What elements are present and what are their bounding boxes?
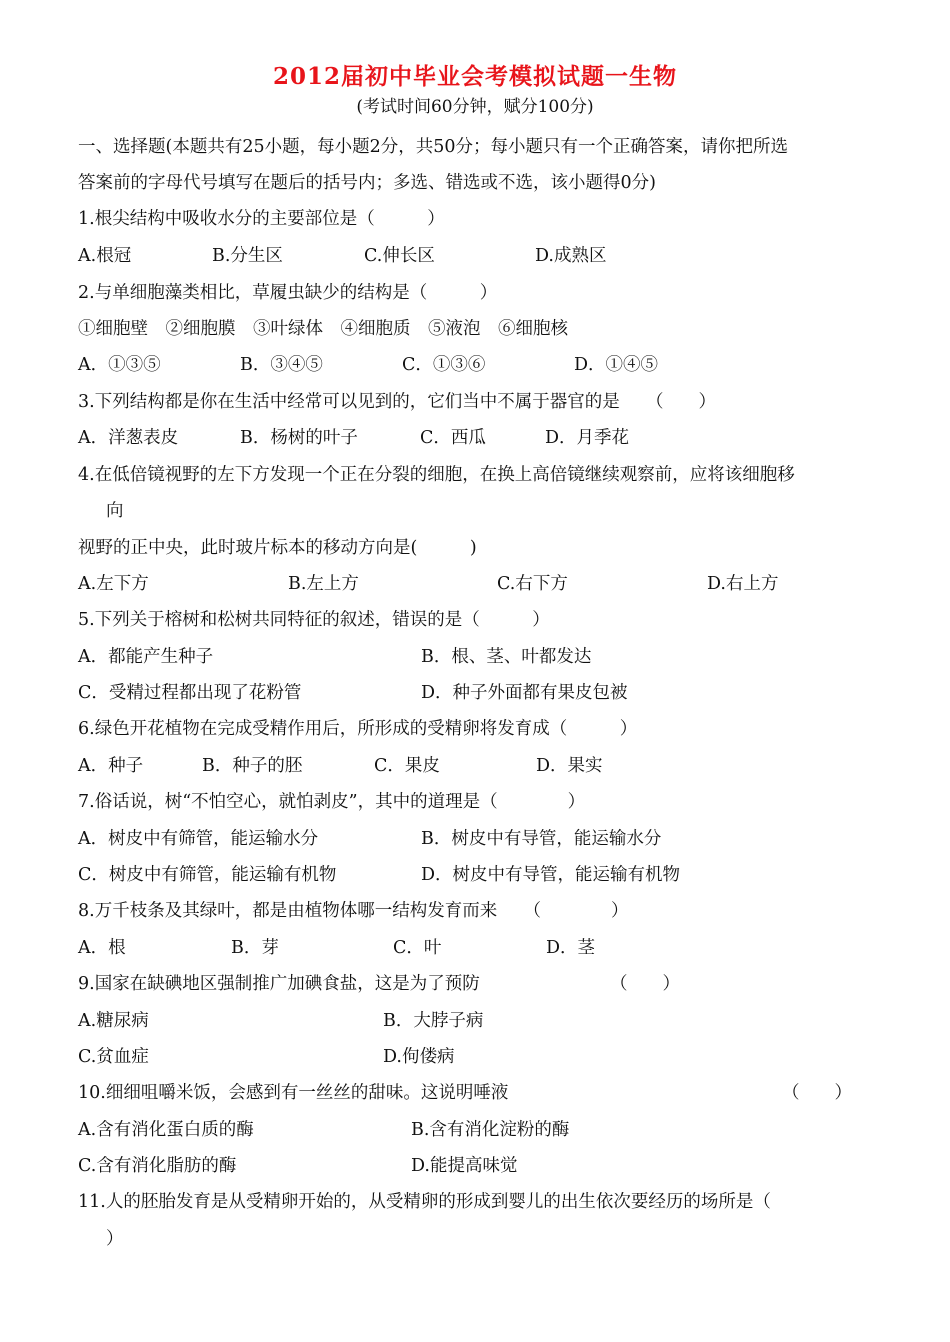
q1-option-d: D.成熟区: [535, 246, 607, 266]
question-5-stem: 5.下列关于榕树和松树共同特征的叙述，错误的是（ ）: [78, 610, 550, 630]
q5-option-c: C．受精过程都出现了花粉管: [78, 683, 302, 703]
question-11-stem: 11.人的胚胎发育是从受精卵开始的，从受精卵的形成到婴儿的出生依次要经历的场所是（: [78, 1192, 771, 1212]
q2-option-a: A．①③⑤: [78, 355, 161, 375]
q3-option-b: B．杨树的叶子: [240, 428, 358, 448]
q3-option-c: C．西瓜: [420, 428, 486, 448]
exam-title: 2012届初中毕业会考模拟试题一生物: [272, 63, 677, 90]
q5-option-b: B．根、茎、叶都发达: [421, 647, 592, 667]
question-4-stem-line1: 4.在低倍镜视野的左下方发现一个正在分裂的细胞，在换上高倍镜继续观察前，应将该细胞移: [78, 465, 795, 485]
q3-option-d: D．月季花: [545, 428, 630, 448]
question-7-stem: 7.俗话说，树“不怕空心，就怕剥皮”，其中的道理是（ ）: [78, 792, 586, 812]
q10-answer-paren: （ ）: [782, 1083, 852, 1103]
q4-option-c: C.右下方: [497, 574, 568, 594]
question-4-stem-line2: 向: [106, 501, 124, 521]
question-11-stem-line2: ）: [106, 1229, 124, 1249]
q5-option-d: D．种子外面都有果皮包被: [421, 683, 628, 703]
q9-answer-paren: （ ）: [610, 974, 680, 994]
q10-option-c: C.含有消化脂肪的酶: [78, 1156, 237, 1176]
q9-option-a: A.糖尿病: [78, 1011, 149, 1031]
q8-option-b: B．芽: [231, 938, 279, 958]
q1-option-c: C.伸长区: [364, 246, 435, 266]
q9-option-b: B．大脖子病: [383, 1011, 484, 1031]
q10-option-a: A.含有消化蛋白质的酶: [78, 1120, 254, 1140]
question-9-stem: 9.国家在缺碘地区强制推广加碘食盐，这是为了预防: [78, 974, 480, 994]
q7-option-c: C．树皮中有筛管，能运输有机物: [78, 865, 337, 885]
q4-option-b: B.左上方: [288, 574, 359, 594]
q9-option-d: D.佝偻病: [383, 1047, 455, 1067]
q5-option-a: A．都能产生种子: [78, 647, 214, 667]
q10-option-d: D.能提高味觉: [411, 1156, 518, 1176]
section-intro-line2: 答案前的字母代号填写在题后的括号内；多选、错选或不选，该小题得0分): [78, 173, 656, 193]
q3-option-a: A．洋葱表皮: [78, 428, 179, 448]
q6-option-c: C．果皮: [374, 756, 440, 776]
q6-option-d: D．果实: [536, 756, 603, 776]
q2-option-d: D．①④⑤: [574, 355, 659, 375]
q7-option-a: A．树皮中有筛管，能运输水分: [78, 829, 319, 849]
question-1-stem: 1.根尖结构中吸收水分的主要部位是（ ）: [78, 209, 445, 229]
q10-option-b: B.含有消化淀粉的酶: [411, 1120, 570, 1140]
q1-option-a: A.根冠: [78, 246, 132, 266]
q4-option-d: D.右上方: [707, 574, 779, 594]
q2-option-b: B．③④⑤: [240, 355, 323, 375]
q2-option-c: C．①③⑥: [402, 355, 486, 375]
q2-items: ①细胞壁 ②细胞膜 ③叶绿体 ④细胞质 ⑤液泡 ⑥细胞核: [78, 319, 568, 339]
q9-option-c: C.贫血症: [78, 1047, 149, 1067]
question-4-stem-line3: 视野的正中央，此时玻片标本的移动方向是( ): [78, 538, 477, 558]
question-8-stem: 8.万千枝条及其绿叶，都是由植物体哪一结构发育而来 （ ）: [78, 901, 629, 921]
q4-option-a: A.左下方: [78, 574, 149, 594]
q8-option-a: A．根: [78, 938, 126, 958]
question-2-stem: 2.与单细胞藻类相比，草履虫缺少的结构是（ ）: [78, 283, 498, 303]
q1-option-b: B.分生区: [212, 246, 283, 266]
q6-option-a: A．种子: [78, 756, 144, 776]
question-6-stem: 6.绿色开花植物在完成受精作用后，所形成的受精卵将发育成（ ）: [78, 719, 638, 739]
q8-option-d: D．茎: [546, 938, 596, 958]
q7-option-d: D．树皮中有导管，能运输有机物: [421, 865, 681, 885]
q7-option-b: B．树皮中有导管，能运输水分: [421, 829, 662, 849]
section-intro-line1: 一、选择题(本题共有25小题，每小题2分，共50分；每小题只有一个正确答案，请你把所选: [78, 137, 788, 157]
q8-option-c: C．叶: [393, 938, 442, 958]
question-3-stem: 3.下列结构都是你在生活中经常可以见到的，它们当中不属于器官的是 （ ）: [78, 392, 716, 412]
question-10-stem: 10.细细咀嚼米饭，会感到有一丝丝的甜味。这说明唾液: [78, 1083, 509, 1103]
q6-option-b: B．种子的胚: [202, 756, 303, 776]
exam-subtitle: (考试时间60分钟，赋分100分): [356, 97, 594, 117]
